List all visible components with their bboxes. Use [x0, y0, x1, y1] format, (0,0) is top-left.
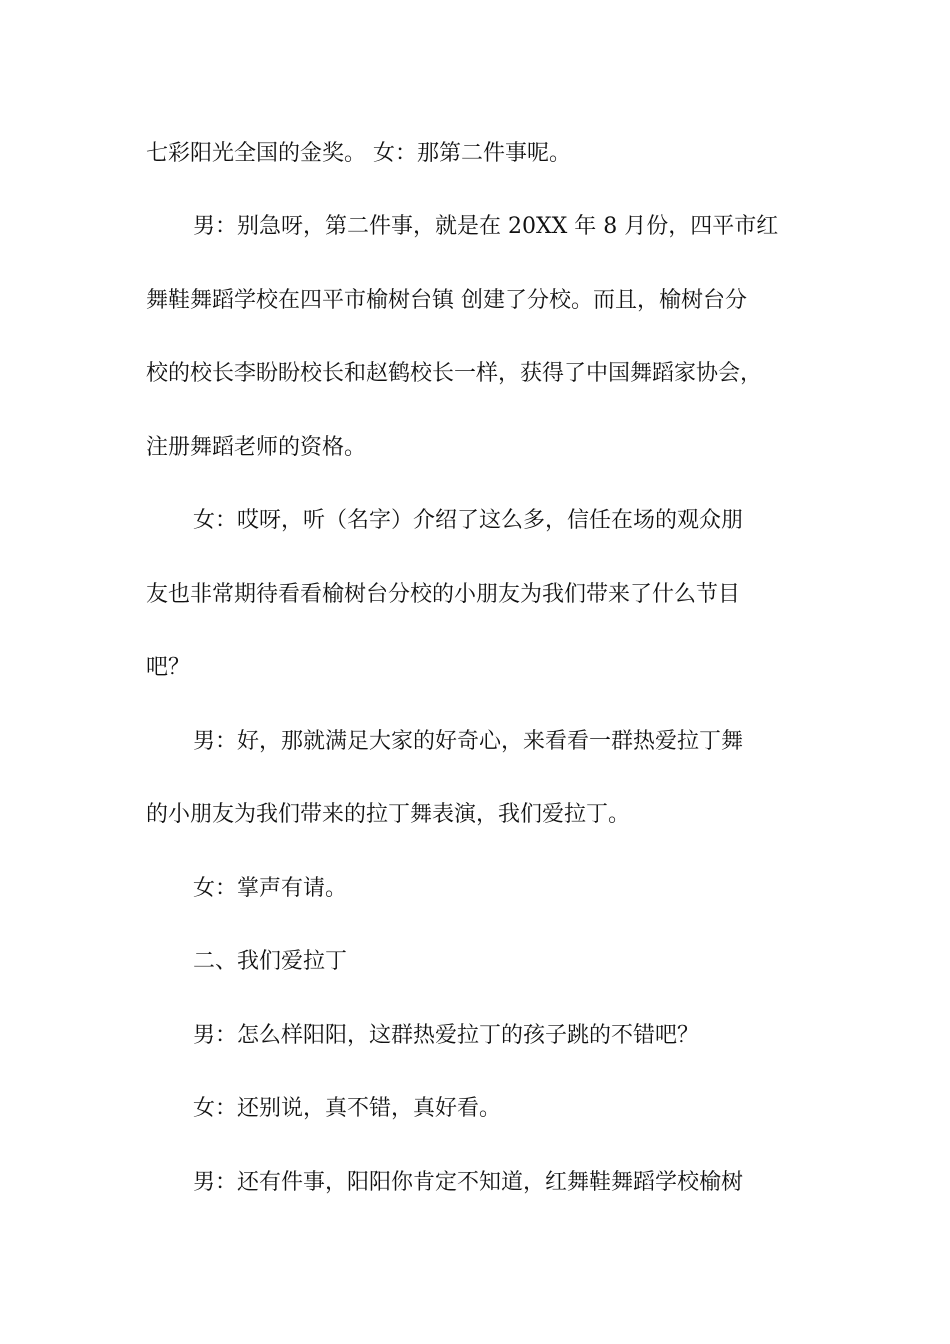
text-line: 男：还有件事，阳阳你肯定不知道，红舞鞋舞蹈学校榆树 — [193, 1170, 744, 1195]
text-line: 友也非常期待看看榆树台分校的小朋友为我们带来了什么节目 — [146, 582, 741, 607]
text-line: 校的校长李盼盼校长和赵鹤校长一样，获得了中国舞蹈家协会， — [146, 361, 763, 386]
text-line: 女：哎呀，听（名字）介绍了这么多，信任在场的观众朋 — [193, 508, 744, 533]
text-line: 七彩阳光全国的金奖。 女：那第二件事呢。 — [146, 141, 571, 166]
text-line: 吧？ — [146, 655, 191, 680]
text-line: 女：掌声有请。 — [193, 876, 348, 901]
text-line: 男：怎么样阳阳，这群热爱拉丁的孩子跳的不错吧？ — [193, 1023, 700, 1048]
text-line: 男：别急呀，第二件事，就是在 20XX 年 8 月份，四平市红 — [193, 214, 779, 239]
text-line: 注册舞蹈老师的资格。 — [146, 435, 367, 460]
text-line: 男：好，那就满足大家的好奇心，来看看一群热爱拉丁舞 — [193, 729, 744, 754]
section-heading: 二、我们爱拉丁 — [193, 949, 348, 974]
text-line: 女：还别说，真不错，真好看。 — [193, 1096, 502, 1121]
text-line: 的小朋友为我们带来的拉丁舞表演，我们爱拉丁。 — [146, 802, 631, 827]
text-line: 舞鞋舞蹈学校在四平市榆树台镇 创建了分校。而且，榆树台分 — [146, 288, 747, 313]
